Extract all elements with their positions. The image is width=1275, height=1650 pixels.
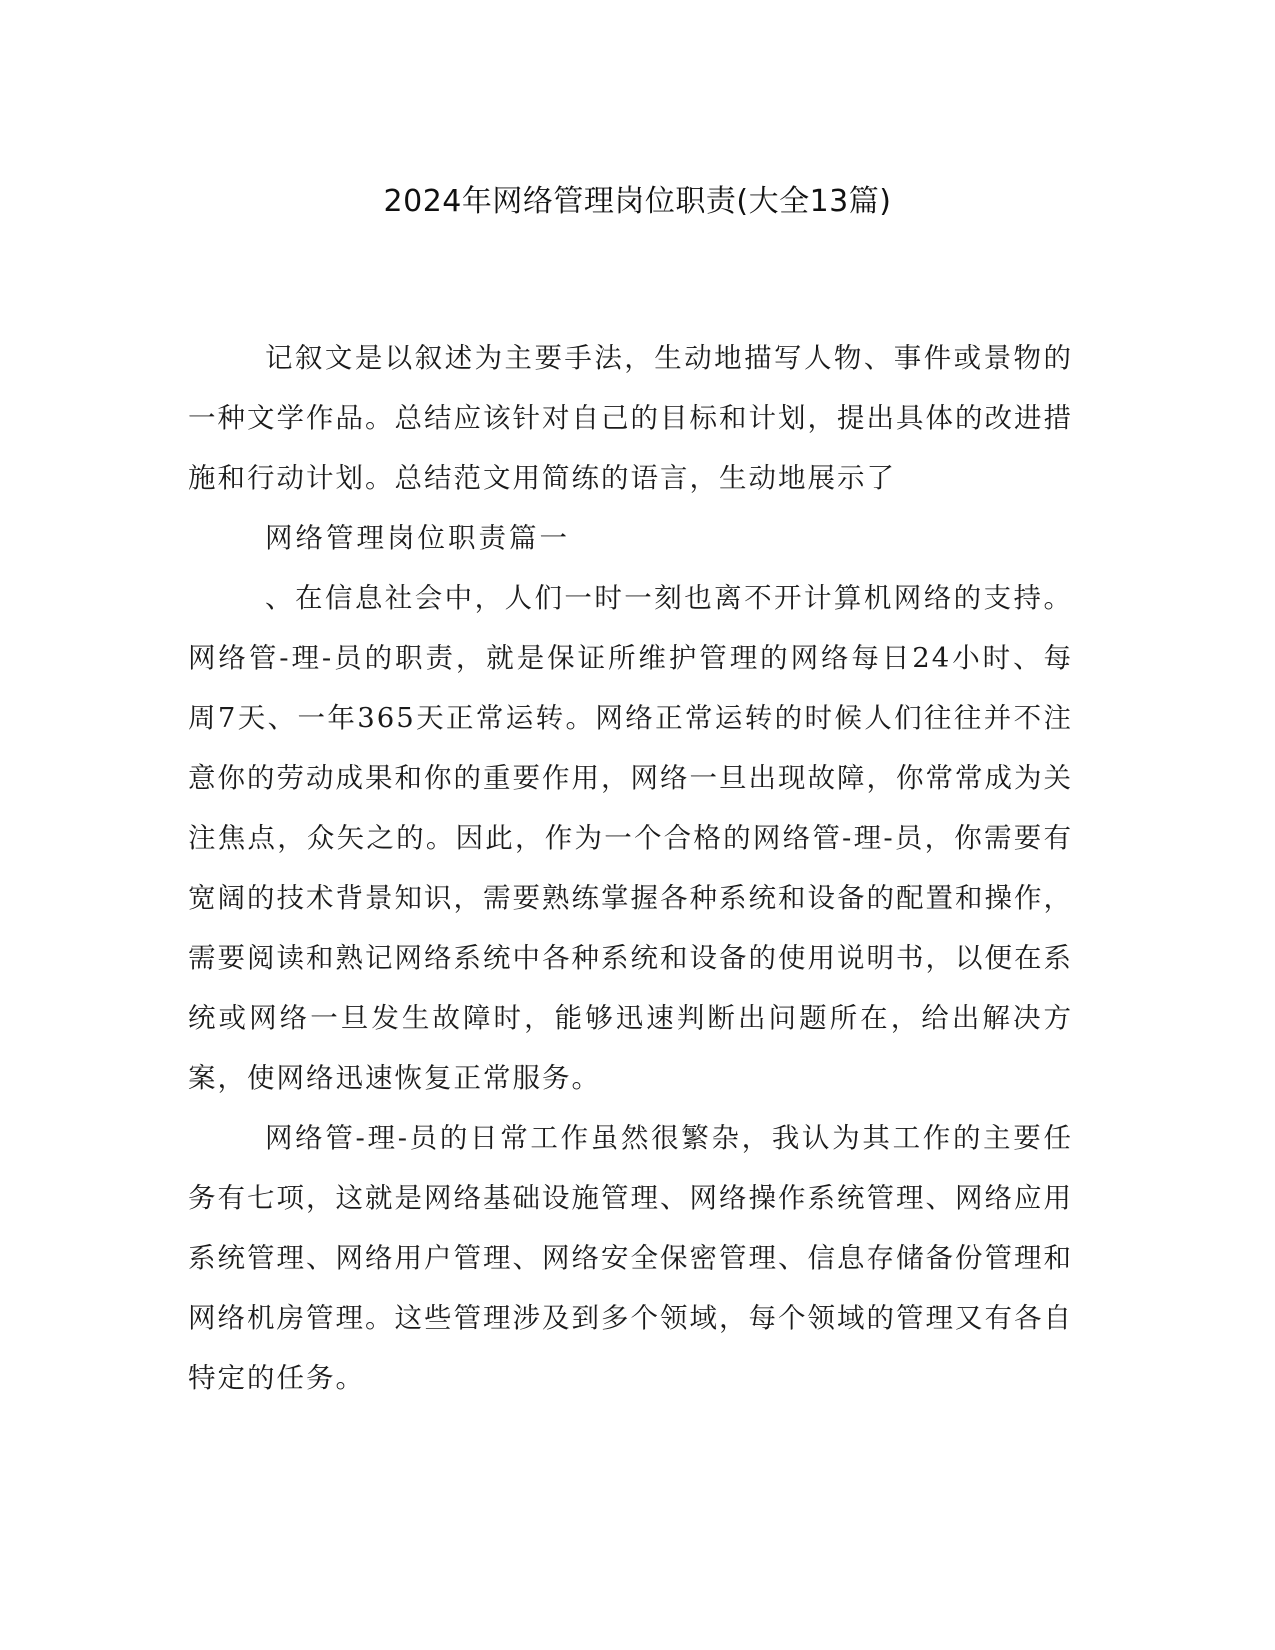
document-title: 2024年网络管理岗位职责(大全13篇) bbox=[383, 184, 892, 219]
document-body bbox=[188, 328, 1073, 1408]
section-heading: 网络管理岗位职责篇一 bbox=[265, 522, 570, 554]
body-paragraph: 、在信息社会中，人们一时一刻也离不开计算机网络的支持。网络管-理-员的职责，就是保证所维护管理的网络每日24小时、每周7天、一年365天正常运转。网络正常运转的时候人们往往并不注意你的劳动成果和你的重要作用，网络一旦出现故障，你常常成为关注焦点，众矢之的。因此，作为一个合格的网络管-理-员，你需要有宽阔的技术背景知识，需要熟练掌握各种系统和设备的配置和操作，需要阅读和熟记网络系统中各种系统和设备的使用说明书，以便在系统或网络一旦发生故障时，能够迅速判断出问题所在，给出解决方案，使网络迅速恢复正常服务。 bbox=[188, 582, 1073, 1094]
intro-paragraph: 记叙文是以叙述为主要手法，生动地描写人物、事件或景物的一种文学作品。总结应该针对自己的目标和计划，提出具体的改进措施和行动计划。总结范文用简练的语言，生动地展示了 bbox=[188, 342, 1073, 494]
body-paragraph: 网络管-理-员的日常工作虽然很繁杂，我认为其工作的主要任务有七项，这就是网络基础设施管理、网络操作系统管理、网络应用系统管理、网络用户管理、网络安全保密管理、信息存储备份管理和网络机房管理。这些管理涉及到多个领域，每个领域的管理又有各自特定的任务。 bbox=[188, 1122, 1073, 1394]
